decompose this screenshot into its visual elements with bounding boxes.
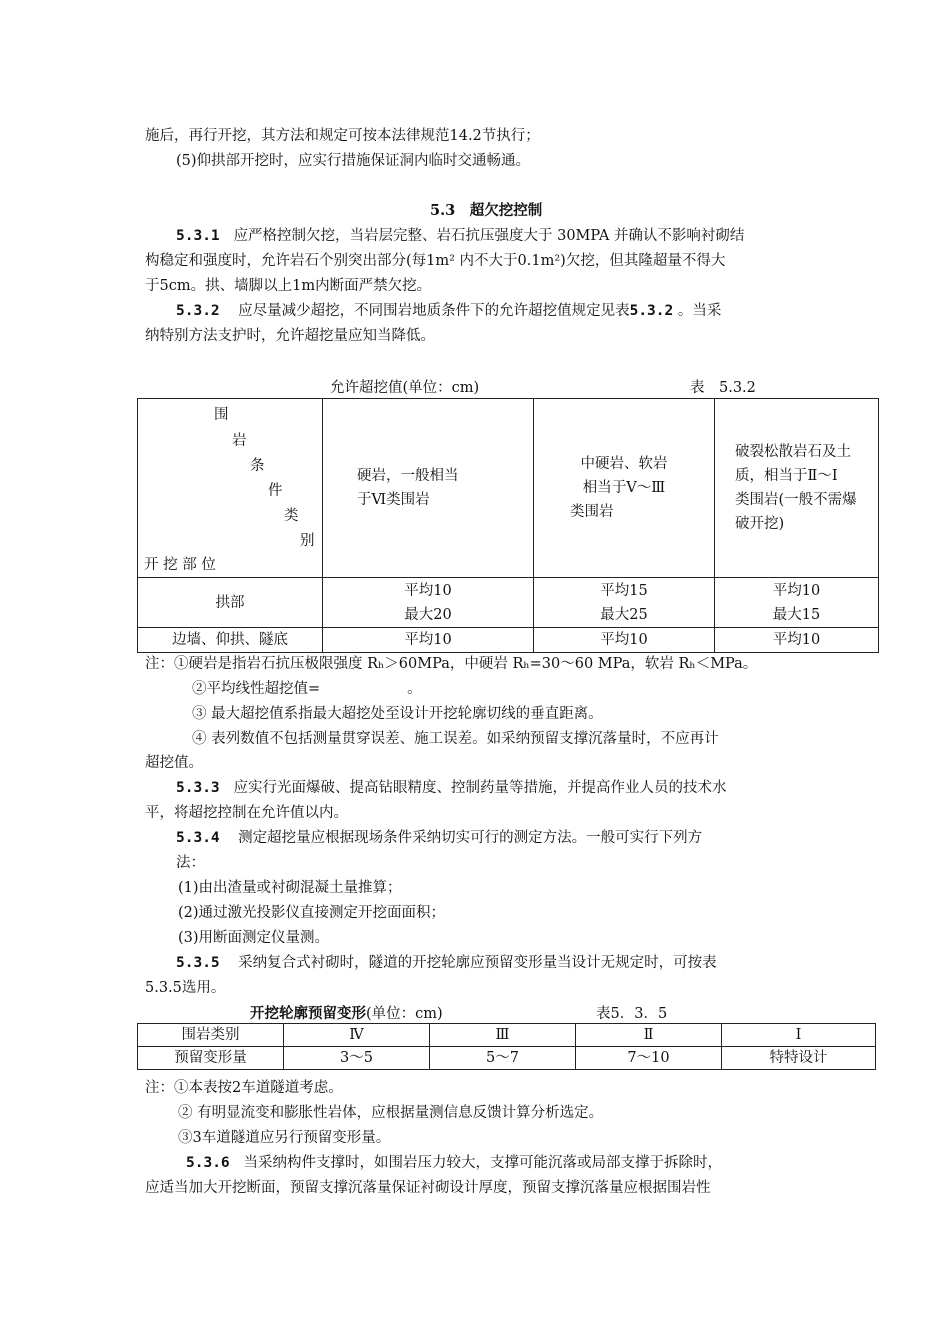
header-text: 硬岩，一般相当 [357,468,459,484]
clause-number: 5.3.1 [176,228,220,244]
table-cell: 平均10 最大20 [323,578,534,628]
header-char: 条 [250,458,265,474]
header-text: 相当于Ⅴ～Ⅲ [582,480,666,496]
header-text: 中硬岩、软岩 [580,456,668,472]
row-header-label: 开 挖 部 位 [144,557,216,573]
table-header-cell: 围岩类别 [138,1024,284,1047]
clause-text: 应严格控制欠挖，当岩层完整、岩石抗压强度大于 30MPA 并确认不影响衬砌结 [233,228,745,244]
header-char: 件 [268,483,283,499]
header-text: 类围岩 [570,504,614,520]
overbreak-table [137,398,879,653]
clause-text: 应实行光面爆破、提高钻眼精度、控制药量等措施，并提高作业人员的技术水 [233,780,727,796]
table-cell: 5～7 [430,1047,576,1070]
table-note: ③3车道隧道应另行预留变形量。 [178,1130,391,1146]
diagonal-header-cell [138,399,323,578]
table-header-cell: Ⅱ [576,1024,722,1047]
section-title: 5.3 超欠挖控制 [430,202,543,219]
header-char: 围 [214,407,229,423]
table-cell: 7～10 [576,1047,722,1070]
table-cell: 平均10 [715,628,879,653]
table-cell: 平均10 [534,628,715,653]
column-header-broken-rock [715,399,879,578]
table-note: ④ 表列数值不包括测量贯穿误差、施工误差。如采纳预留支撑沉落量时，不应再计 [192,731,719,747]
clause-5-3-3-line [176,778,726,798]
deformation-table [137,1023,876,1070]
table-cell: 3～5 [284,1047,430,1070]
clause-text: 应尽量减少超挖，不同围岩地质条件下的允许超挖值规定见表 [238,303,630,319]
paragraph-line: 法： [176,855,205,871]
clause-text: 采纳复合式衬砌时，隧道的开挖轮廓应预留变形量当设计无规定时，可按表 [238,955,717,971]
caption-unit: (单位：cm) [366,1006,443,1022]
paragraph-line: 纳特别方法支护时，允许超挖量应知当降低。 [145,328,435,344]
clause-5-3-1-line [176,226,744,246]
caption-bold: 开挖轮廓预留变形 [250,1005,366,1022]
clause-5-3-6-line [186,1153,722,1173]
header-text: 于Ⅵ类围岩 [357,492,430,508]
clause-5-3-2-line [176,301,721,321]
table-header-cell: Ⅳ [284,1024,430,1047]
clause-number: 5.3.4 [176,830,220,846]
table-reference: 5.3.2 [629,303,674,319]
header-text: 质，相当于Ⅱ～Ⅰ [735,468,838,484]
table-note: ② 有明显流变和膨胀性岩体，应根据量测信息反馈计算分析选定。 [178,1105,604,1121]
table-cell: 平均10 最大15 [715,578,879,628]
clause-number: 5.3.3 [176,780,220,796]
list-item: (3)用断面测定仪量测。 [178,930,330,946]
header-char: 岩 [232,433,247,449]
list-item: (2)通过激光投影仪直接测定开挖面面积； [178,905,446,921]
table-label: 表 5.3.2 [690,380,756,396]
header-text: 破裂松散岩石及土 [735,444,851,460]
clause-text: 。当采 [677,303,722,319]
table-note: 注：①硬岩是指岩石抗压极限强度 Rₕ＞60MPa，中硬岩 Rₕ=30～60 MPa，软岩 Rₕ＜MPa。 [145,656,758,672]
row-label-arch: 拱部 [138,578,323,628]
column-header-hard-rock [323,399,534,578]
clause-text: 测定超挖量应根据现场条件采纳切实可行的测定方法。一般可实行下列方 [238,830,703,846]
table-note: 超挖值。 [145,755,203,771]
table-note: 注：①本表按2车道隧道考虑。 [145,1080,343,1096]
paragraph-line: (5)仰拱部开挖时，应实行措施保证洞内临时交通畅通。 [176,153,531,169]
table-cell: 平均10 [323,628,534,653]
table-note: ②平均线性超挖值= 。 [192,681,422,697]
list-item: (1)由出渣量或衬砌混凝土量推算； [178,880,402,896]
paragraph-line: 构稳定和强度时，允许岩石个别突出部分(每1m² 内不大于0.1m²)欠挖，但其隆超量不得大 [145,253,726,269]
paragraph-line: 于5cm。拱、墙脚以上1m内断面严禁欠挖。 [145,278,432,294]
header-char: 别 [300,533,315,549]
table-header-cell: Ⅰ [722,1024,876,1047]
header-text: 破开挖) [735,516,785,532]
header-char: 类 [284,508,299,524]
paragraph-line: 施后，再行开挖，其方法和规定可按本法律规范14.2节执行； [145,128,540,144]
clause-5-3-5-line [176,953,717,973]
clause-number: 5.3.2 [176,303,220,319]
table-cell: 预留变形量 [138,1047,284,1070]
column-header-medium-rock [534,399,715,578]
clause-number: 5.3.6 [186,1155,230,1171]
table-cell: 平均15 最大25 [534,578,715,628]
table-caption: 允许超挖值(单位：cm) [330,380,480,396]
paragraph-line: 平，将超挖控制在允许值以内。 [145,805,348,821]
paragraph-line: 应适当加大开挖断面，预留支撑沉落量保证衬砌设计厚度，预留支撑沉落量应根据围岩性 [145,1180,711,1196]
table-label: 表5．3．5 [596,1006,668,1022]
table-note: ③ 最大超挖值系指最大超挖处至设计开挖轮廓切线的垂直距离。 [192,706,603,722]
clause-number: 5.3.5 [176,955,220,971]
row-label-wall: 边墙、仰拱、隧底 [138,628,323,653]
header-text: 类围岩(一般不需爆 [735,492,857,508]
clause-5-3-4-line [176,828,702,848]
table-header-cell: Ⅲ [430,1024,576,1047]
paragraph-line: 5.3.5选用。 [145,980,226,996]
table-caption [250,1002,443,1023]
clause-text: 当采纳构件支撑时，如围岩压力较大，支撑可能沉落或局部支撑于拆除时， [243,1155,722,1171]
table-cell: 特特设计 [722,1047,876,1070]
